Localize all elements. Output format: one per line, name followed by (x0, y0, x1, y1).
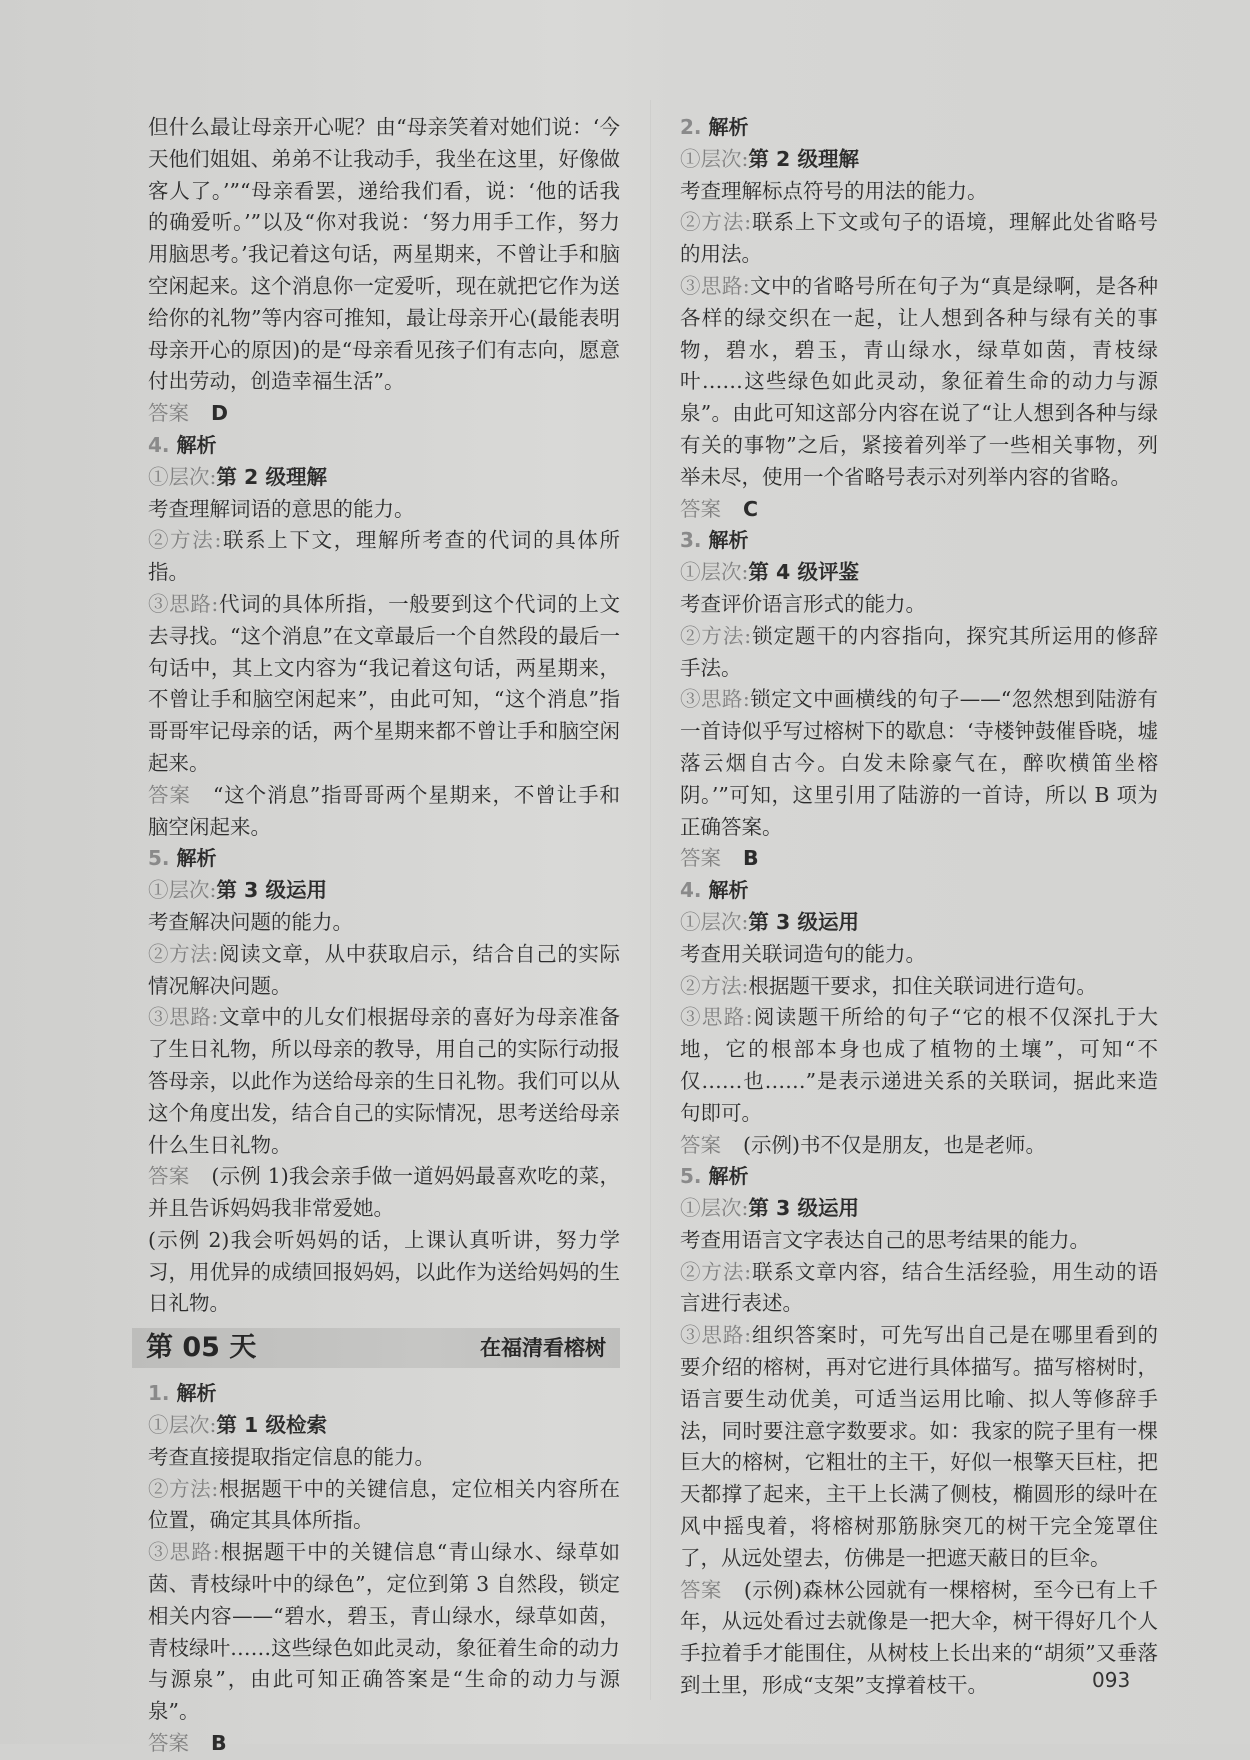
desc-line: 考查用关联词造句的能力。 (680, 941, 926, 966)
answer-line: 答案 (示例)书不仅是朋友，也是老师。 (680, 1132, 1046, 1157)
idea-line: ③思路:代词的具体所指，一般要到这个代词的上文去寻找。“这个消息”在文章最后一个自然段的最后一句话中，其上文内容为“我记着这句话，两星期来，不曾让手和脑空闲起来”，由此可知，“这个消息”指哥哥牢记母亲的话，两个星期来都不曾让手和脑空闲起来。 (148, 591, 620, 775)
right-q4 (680, 875, 1158, 1161)
level-line: ①层次:第 2 级理解 (680, 146, 859, 171)
day-title: 在福清看榕树 (480, 1335, 606, 1361)
left-q1 (148, 1378, 620, 1760)
left-column (148, 112, 620, 1760)
desc-line: 考查理解标点符号的用法的能力。 (680, 178, 988, 203)
desc-line: 考查用语言文字表达自己的思考结果的能力。 (680, 1227, 1090, 1252)
method-line: ②方法:联系上下文，理解所考查的代词的具体所指。 (148, 528, 620, 585)
column-divider (650, 100, 651, 1700)
answer-line: 答案 B (148, 1731, 227, 1756)
answer-line: 答案 (示例)森林公园就有一棵榕树，至今已有上千年，从远处看过去就像是一把大伞，树干得好几个人手拉着手才能围住，从树枝上长出来的“胡须”又垂落到土里，形成“支架”支撑着枝干。 (680, 1577, 1159, 1698)
left-q4 (148, 430, 620, 843)
desc-line: 考查解决问题的能力。 (148, 909, 353, 934)
method-line: ②方法:联系文章内容，结合生活经验，用生动的语言进行表述。 (680, 1259, 1158, 1316)
idea-line: ③思路:文章中的儿女们根据母亲的喜好为母亲准备了生日礼物，所以母亲的教导，用自己的实际行动报答母亲，以此作为送给母亲的生日礼物。我们可以从这个角度出发，结合自己的实际情况，思考送给母亲什么生日礼物。 (148, 1005, 620, 1157)
question-heading: 3. 解析 (680, 528, 749, 553)
method-line: ②方法:阅读文章，从中获取启示，结合自己的实际情况解决问题。 (148, 941, 620, 998)
answer-label: 答案 (148, 401, 189, 426)
desc-line: 考查评价语言形式的能力。 (680, 591, 926, 616)
desc-line: 考查理解词语的意思的能力。 (148, 496, 415, 521)
desc-line: 考查直接提取指定信息的能力。 (148, 1444, 435, 1469)
intro-paragraph: 但什么最让母亲开心呢？由“母亲笑着对她们说：‘今天他们姐姐、弟弟不让我动手，我坐在这里，好像做客人了。’”“母亲看罢，递给我们看，说：‘他的话我的确爱听。’”以及“你对我说：‘努力用手工作，努力用脑思考。’我记着这句话，两星期来，不曾让手和脑空闲起来。这个消息你一定爱听，现在就把它作为送给你的礼物”等内容可推知，最让母亲开心(最能表明母亲开心的原因)的是“母亲看见孩子们有志向，愿意付出劳动，创造幸福生活”。 (148, 115, 620, 394)
right-q3 (680, 525, 1158, 875)
page-number: 093 (1092, 1668, 1131, 1692)
idea-line: ③思路:根据题干中的关键信息“青山绿水、绿草如茵、青枝绿叶中的绿色”，定位到第 3 自然段，锁定相关内容——“碧水，碧玉，青山绿水，绿草如茵，青枝绿叶……这些绿色如此灵动，象征着生命的动力与源泉”，由此可知正确答案是“生命的动力与源泉”。 (148, 1540, 620, 1724)
method-line: ②方法:根据题干要求，扣住关联词进行造句。 (680, 973, 1097, 998)
right-q5 (680, 1161, 1158, 1702)
question-heading: 2. 解析 (680, 115, 749, 139)
method-line: ②方法:联系上下文或句子的语境，理解此处省略号的用法。 (680, 210, 1158, 267)
answer-line: 答案 B (680, 846, 759, 871)
answer-line: 答案 “这个消息”指哥哥两个星期来，不曾让手和脑空闲起来。 (148, 782, 620, 839)
left-q5 (148, 843, 620, 1320)
idea-line: ③思路:阅读题干所给的句子“它的根不仅深扎于大地，它的根部本身也成了植物的土壤”，可知“不仅……也……”是表示递进关系的关联词，据此来造句即可。 (680, 1005, 1158, 1125)
answer-line: 答案 (示例 1)我会亲手做一道妈妈最喜欢吃的菜，并且告诉妈妈我非常爱她。 (148, 1164, 620, 1221)
question-heading: 5. 解析 (148, 846, 217, 871)
answer-line: 答案 C (680, 496, 759, 521)
level-line: ①层次:第 4 级评鉴 (680, 560, 859, 585)
idea-line: ③思路:组织答案时，可先写出自己是在哪里看到的要介绍的榕树，再对它进行具体描写。描写榕树时，语言要生动优美，可适当运用比喻、拟人等修辞手法，同时要注意字数要求。如：我家的院子里有一棵巨大的榕树，它粗壮的主干，好似一根擎天巨柱，把天都撑了起来，主干上长满了侧枝，椭圆形的绿叶在风中摇曳着，将榕树那筋脉突兀的树干完全笼罩住了，从远处望去，仿佛是一把遮天蔽日的巨伞。 (680, 1323, 1158, 1570)
idea-line: ③思路:锁定文中画横线的句子——“忽然想到陆游有一首诗似乎写过榕树下的歇息：‘寺楼钟鼓催昏晓，墟落云烟自古今。白发未除豪气在，醉吹横笛坐榕阴。’”可知，这里引用了陆游的一首诗，所以 B 项为正确答案。 (680, 687, 1159, 839)
question-heading: 1. 解析 (148, 1381, 217, 1406)
question-heading: 4. 解析 (680, 878, 749, 903)
intro-answer (148, 398, 620, 430)
level-line: ①层次:第 3 级运用 (680, 909, 859, 934)
question-heading: 4. 解析 (148, 432, 217, 457)
day-header-bar (132, 1328, 620, 1368)
method-line: ②方法:锁定题干的内容指向，探究其所运用的修辞手法。 (680, 623, 1158, 680)
day-label: 第 05 天 (146, 1332, 257, 1364)
method-line: ②方法:根据题干中的关键信息，定位相关内容所在位置，确定其具体所指。 (148, 1476, 620, 1533)
level-line: ①层次:第 3 级运用 (148, 878, 327, 903)
right-q2 (680, 112, 1158, 525)
question-heading: 5. 解析 (680, 1164, 749, 1189)
answer-value: D (211, 401, 229, 426)
idea-line: ③思路:文中的省略号所在句子为“真是绿啊，是各种各样的绿交织在一起，让人想到各种与绿有关的事物，碧水，碧玉，青山绿水，绿草如茵，青枝绿叶……这些绿色如此灵动，象征着生命的动力与源泉”。由此可知这部分内容在说了“让人想到各种与绿有关的事物”之后，紧接着列举了一些相关事物，列举未尽，使用一个省略号表示对列举内容的省略。 (680, 273, 1158, 489)
answer-line-2: (示例 2)我会听妈妈的话，上课认真听讲，努力学习，用优异的成绩回报妈妈，以此作为送给妈妈的生日礼物。 (148, 1227, 620, 1316)
level-line: ①层次:第 1 级检索 (148, 1413, 327, 1438)
level-line: ①层次:第 3 级运用 (680, 1196, 859, 1221)
right-column (680, 112, 1158, 1702)
level-line: ①层次:第 2 级理解 (148, 464, 327, 489)
